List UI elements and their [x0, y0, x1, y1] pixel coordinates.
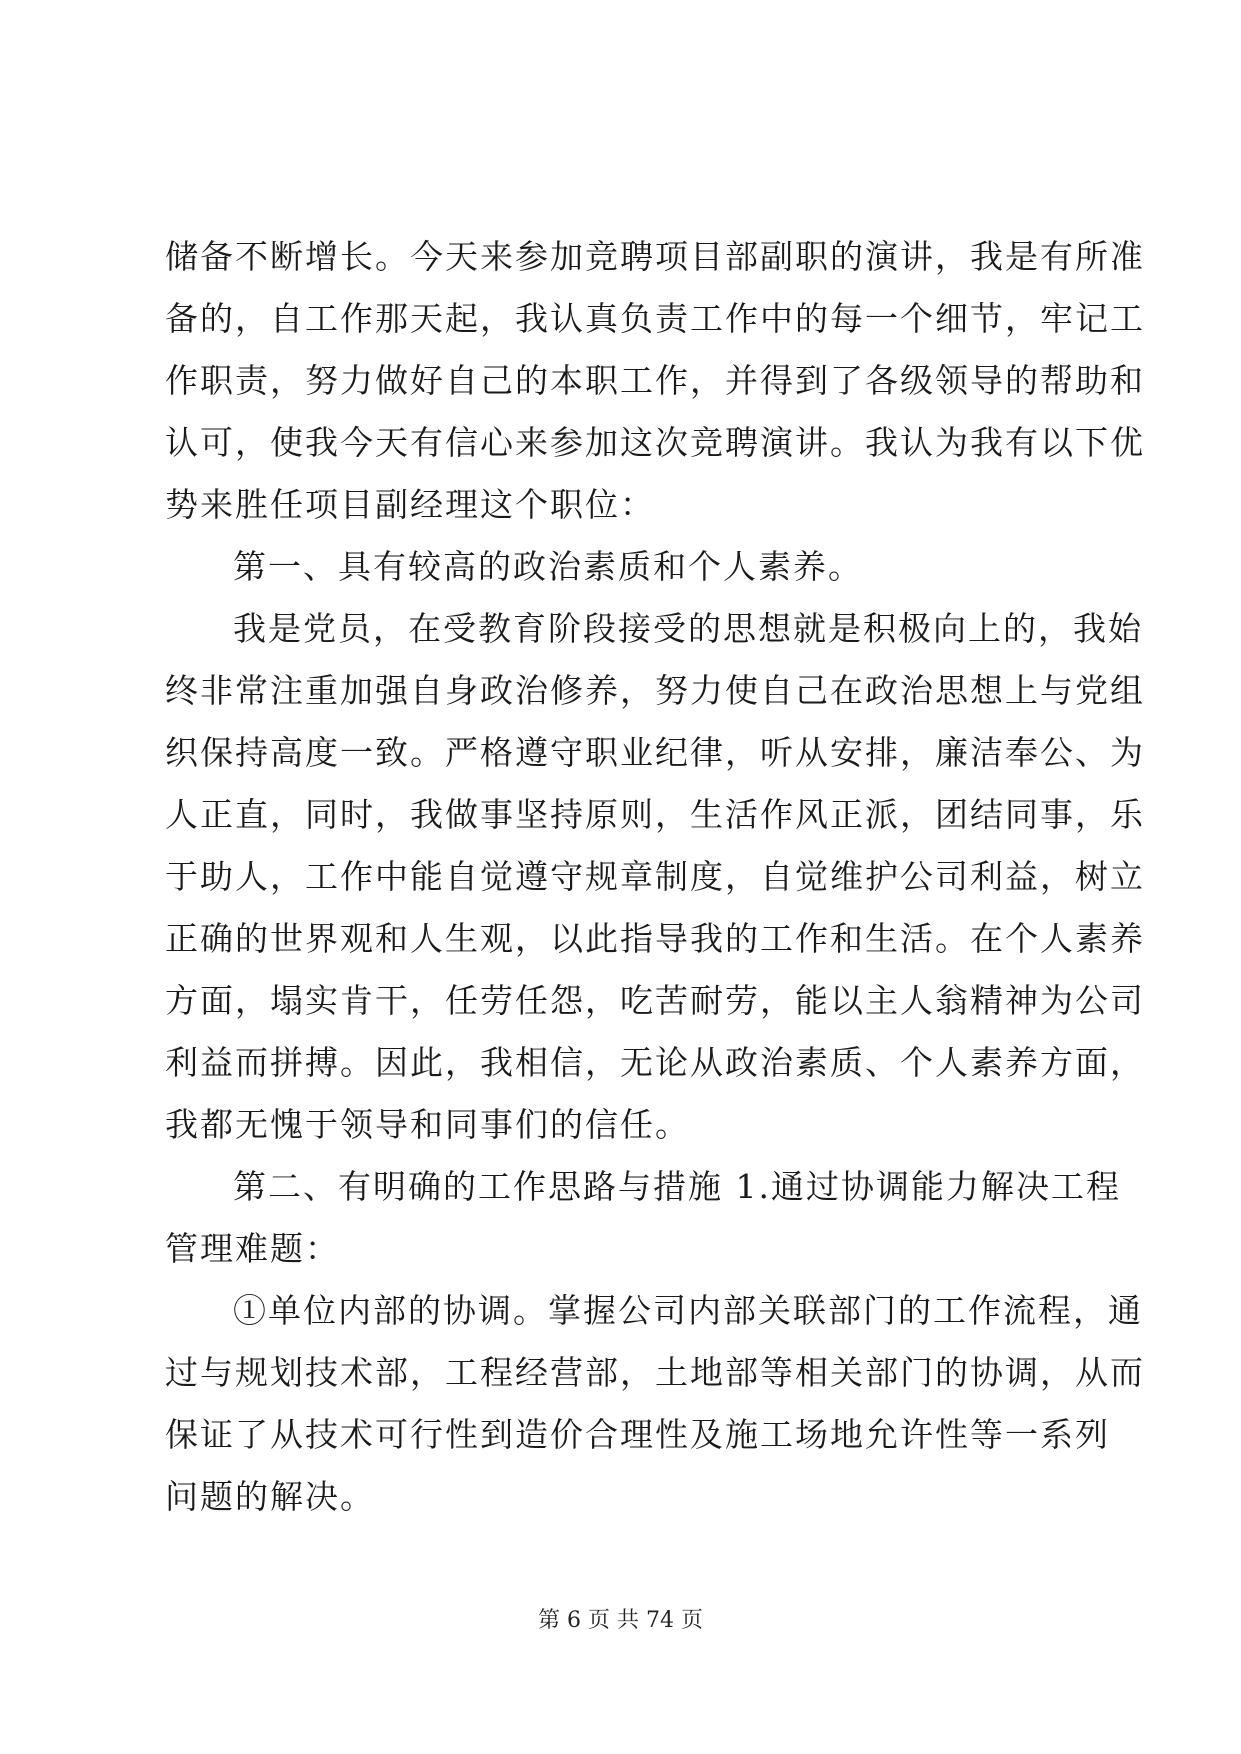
- text-line: 织保持高度一致。严格遵守职业纪律，听从安排，廉洁奉公、为: [165, 733, 1145, 772]
- text-line: 过与规划技术部，工程经营部，土地部等相关部门的协调，从而: [165, 1353, 1145, 1392]
- text-line: 备的，自工作那天起，我认真负责工作中的每一个细节，牢记工: [165, 299, 1145, 338]
- text-line: 认可，使我今天有信心来参加这次竞聘演讲。我认为我有以下优: [165, 423, 1145, 462]
- text-line: 势来胜任项目副经理这个职位：: [165, 485, 655, 524]
- section-heading-1: 第一、具有较高的政治素质和个人素养。: [233, 547, 863, 586]
- text-line: 正确的世界观和人生观，以此指导我的工作和生活。在个人素养: [165, 919, 1145, 958]
- text-line: 人正直，同时，我做事坚持原则，生活作风正派，团结同事，乐: [165, 795, 1145, 834]
- section-heading-2: 第二、有明确的工作思路与措施 1.通过协调能力解决工程: [233, 1167, 1121, 1206]
- page-footer: [0, 1606, 1241, 1636]
- text-line: 问题的解决。: [165, 1477, 375, 1516]
- text-line: 管理难题：: [165, 1229, 340, 1268]
- text-line: 利益而拼搏。因此，我相信，无论从政治素质、个人素养方面，: [165, 1043, 1145, 1082]
- text-line: 终非常注重加强自身政治修养，努力使自己在政治思想上与党组: [165, 671, 1145, 710]
- text-line: 储备不断增长。今天来参加竞聘项目部副职的演讲，我是有所准: [165, 237, 1145, 276]
- text-line: 我是党员，在受教育阶段接受的思想就是积极向上的，我始: [233, 609, 1143, 648]
- text-line: 方面，塌实肯干，任劳任怨，吃苦耐劳，能以主人翁精神为公司: [165, 981, 1145, 1020]
- text-line: 于助人，工作中能自觉遵守规章制度，自觉维护公司利益，树立: [165, 857, 1145, 896]
- text-line: 保证了从技术可行性到造价合理性及施工场地允许性等一系列: [165, 1415, 1110, 1454]
- text-line: 我都无愧于领导和同事们的信任。: [165, 1105, 690, 1144]
- page-number-label: 第 6 页 共 74 页: [538, 1608, 703, 1633]
- text-line: ①单位内部的协调。掌握公司内部关联部门的工作流程，通: [233, 1291, 1143, 1330]
- text-line: 作职责，努力做好自己的本职工作，并得到了各级领导的帮助和: [165, 361, 1145, 400]
- document-body: [165, 226, 1145, 1528]
